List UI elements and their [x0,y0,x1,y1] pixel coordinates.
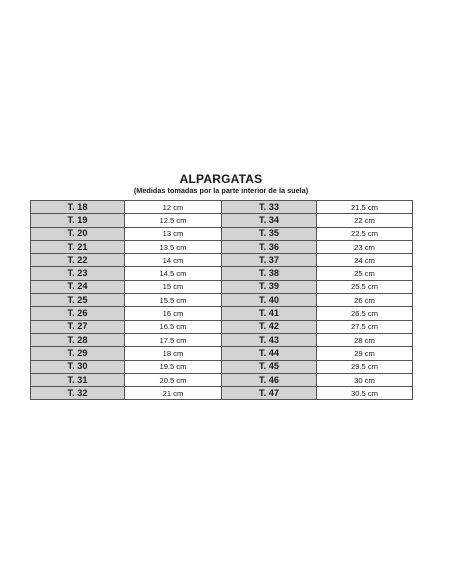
size-cell: T. 30 [31,360,125,373]
table-row [31,214,413,227]
size-cell: T. 42 [222,320,317,333]
table-row [31,373,413,386]
table-row [31,347,413,360]
size-cell: T. 27 [31,320,125,333]
measure-cell: 29 cm [317,347,413,360]
size-cell: T. 31 [31,373,125,386]
measure-cell: 12 cm [125,201,222,214]
measure-cell: 13.5 cm [125,240,222,253]
size-cell: T. 44 [222,347,317,360]
table-row [31,333,413,346]
size-cell: T. 45 [222,360,317,373]
measure-cell: 15 cm [125,280,222,293]
size-cell: T. 23 [31,267,125,280]
size-cell: T. 26 [31,307,125,320]
page-subtitle: (Medidas tomadas por la parte interior de la suela) [133,186,309,195]
measure-cell: 26.5 cm [317,307,413,320]
measure-cell: 25 cm [317,267,413,280]
table-row [31,240,413,253]
size-cell: T. 37 [222,254,317,267]
size-cell: T. 28 [31,333,125,346]
measure-cell: 14 cm [125,254,222,267]
size-table-body [31,201,413,400]
size-cell: T. 46 [222,373,317,386]
size-cell: T. 18 [31,201,125,214]
measure-cell: 27.5 cm [317,320,413,333]
size-cell: T. 19 [31,214,125,227]
measure-cell: 24 cm [317,254,413,267]
table-row [31,360,413,373]
measure-cell: 14.5 cm [125,267,222,280]
size-cell: T. 34 [222,214,317,227]
size-table [30,200,413,400]
size-cell: T. 43 [222,333,317,346]
measure-cell: 30 cm [317,373,413,386]
size-cell: T. 22 [31,254,125,267]
size-cell: T. 38 [222,267,317,280]
size-cell: T. 32 [31,387,125,400]
table-row [31,254,413,267]
measure-cell: 20.5 cm [125,373,222,386]
size-cell: T. 29 [31,347,125,360]
measure-cell: 22.5 cm [317,227,413,240]
table-row [31,387,413,400]
measure-cell: 19.5 cm [125,360,222,373]
measure-cell: 15.5 cm [125,294,222,307]
measure-cell: 16.5 cm [125,320,222,333]
size-cell: T. 36 [222,240,317,253]
table-row [31,227,413,240]
measure-cell: 25.5 cm [317,280,413,293]
measure-cell: 16 cm [125,307,222,320]
size-cell: T. 25 [31,294,125,307]
measure-cell: 21 cm [125,387,222,400]
table-row [31,320,413,333]
table-row [31,201,413,214]
measure-cell: 30.5 cm [317,387,413,400]
size-cell: T. 20 [31,227,125,240]
measure-cell: 29.5 cm [317,360,413,373]
size-cell: T. 47 [222,387,317,400]
measure-cell: 12.5 cm [125,214,222,227]
size-cell: T. 39 [222,280,317,293]
measure-cell: 28 cm [317,333,413,346]
measure-cell: 26 cm [317,294,413,307]
measure-cell: 13 cm [125,227,222,240]
measure-cell: 23 cm [317,240,413,253]
size-cell: T. 40 [222,294,317,307]
table-row [31,267,413,280]
size-cell: T. 33 [222,201,317,214]
table-row [31,294,413,307]
size-cell: T. 21 [31,240,125,253]
measure-cell: 21.5 cm [317,201,413,214]
measure-cell: 17.5 cm [125,333,222,346]
measure-cell: 22 cm [317,214,413,227]
size-cell: T. 41 [222,307,317,320]
page-title: ALPARGATAS [179,172,263,186]
measure-cell: 18 cm [125,347,222,360]
table-row [31,280,413,293]
size-cell: T. 24 [31,280,125,293]
table-row [31,307,413,320]
size-cell: T. 35 [222,227,317,240]
